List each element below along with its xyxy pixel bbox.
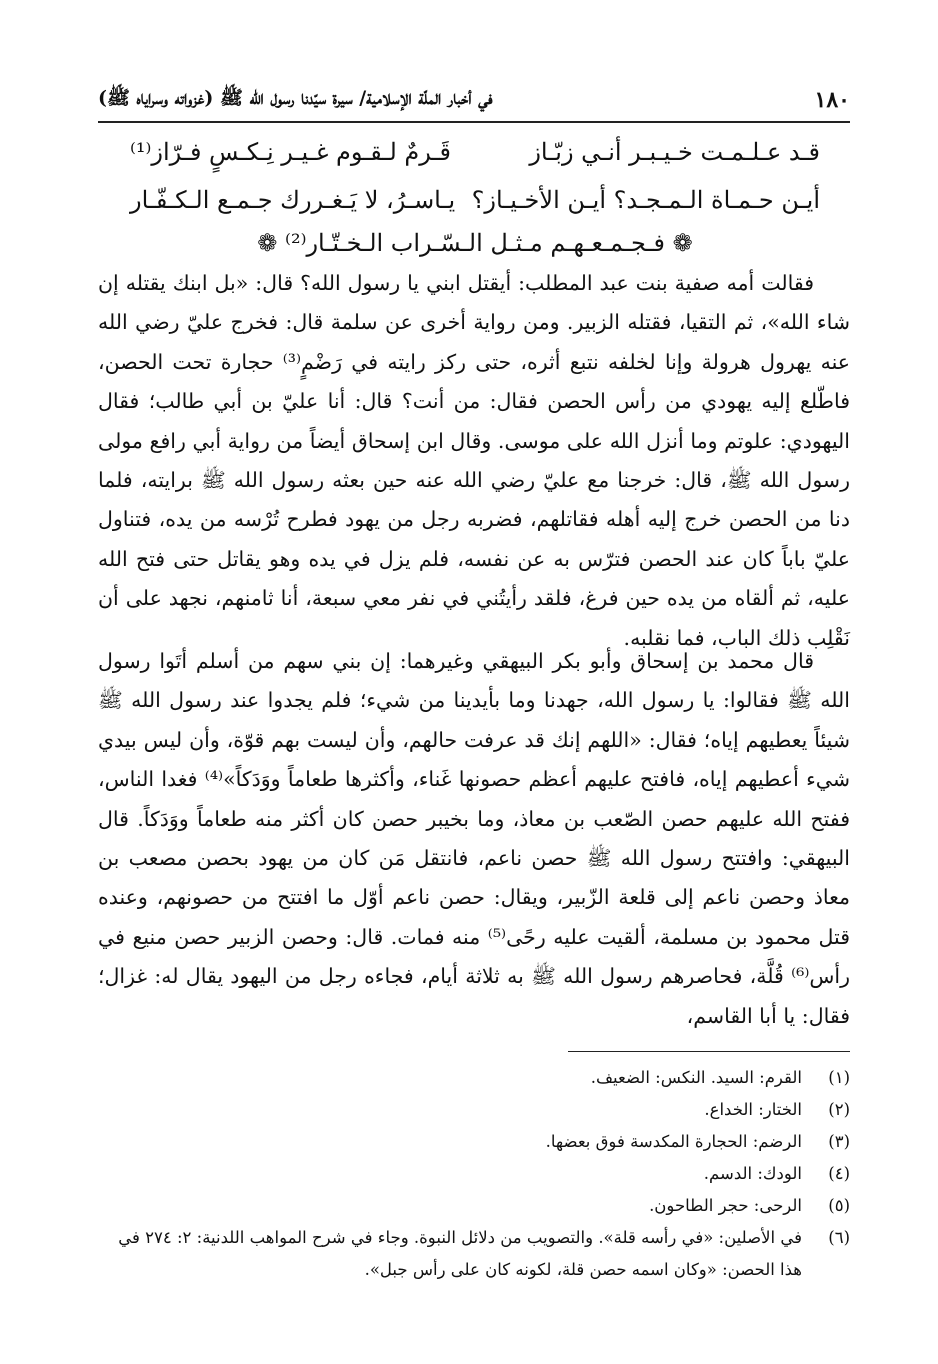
footnote	[98, 1222, 850, 1286]
footnote	[98, 1062, 850, 1094]
footnote-number: (١)	[828, 1068, 850, 1087]
body-paragraph: قال محمد بن إسحاق وأبو بكر البيهقي وغيرهما: إن بني سهم من أسلم أتَوا رسول الله ﷺ فقالوا: يا رسول الله، جهدنا وما بأيدينا من شيء؛ فلم يجدوا عند رسول الله ﷺ شيئاً يعطيهم إياه؛ فقال: «اللهم إنك قد عرفت حالهم، وأن ليست بهم قوّة، وأن ليس بيدي شيء أعطيهم إياه، فافتح عليهم أعظم حصونها غَناء، وأكثرها طعاماً ووَدَكاً»⁽⁴⁾ فغدا الناس، ففتح الله عليهم حصن الصّعب بن معاذ، وما بخيبر حصن كان أكثر منه طعاماً ووَدَكاً. قال البيهقي: وافتتح رسول الله ﷺ حصن ناعم، فانتقل مَن كان من يهود بحصن مصعب بن معاذ وحصن ناعم إلى قلعة الزّبير، ويقال: حصن ناعم أوّل ما افتتح من حصونهم، وعنده قتل محمود بن مسلمة، ألقيت عليه رحًى⁽⁵⁾ منه فمات. قال: وحصن الزبير حصن منيع في رأس⁽⁶⁾ قُلَّة، فحاصرهم رسول الله ﷺ به ثلاثة أيام، فجاءه رجل من اليهود يقال له: غزال؛ فقال: يا أبا القاسم،	[98, 649, 850, 1028]
page-number: ١٨٠	[814, 87, 850, 113]
footnote-text: الرحى: حجر الطاحون.	[649, 1196, 802, 1215]
footnote	[98, 1126, 850, 1158]
footnote-number: (٣)	[828, 1132, 850, 1151]
footnote	[98, 1094, 850, 1126]
footnote-text: الودك: الدسم.	[703, 1164, 802, 1183]
footnote-number: (٥)	[828, 1196, 850, 1215]
verse-line-3: ❁ فـجـمـعـهـم مـثـل الـسّـراب الـخـتّـار⁽²⁾ ❁	[257, 229, 693, 257]
header-divider	[98, 121, 850, 123]
verse-hemistich: قَـرمٌ لـقـوم غـيـر نِـكـسٍ فـرّاز⁽¹⁾	[130, 138, 452, 166]
footnote-text: الرضم: الحجارة المكدسة فوق بعضها.	[545, 1132, 802, 1151]
footnote	[98, 1158, 850, 1190]
verse-hemistich: أيـن حـمـاة الـمـجـد؟ أيـن الأخـيـاز؟	[471, 186, 820, 214]
verse-hemistich: قـد عـلـمـت خـيـبـر أنـي زبّـاز	[529, 138, 820, 166]
page-header	[98, 80, 850, 120]
footnote-text: الختار: الخداع.	[704, 1100, 802, 1119]
footnote-text: في الأصلين: «في رأسه قلة». والتصويب من دلائل النبوة. وجاء في شرح المواهب اللدنية: ٢: ٢٧٤ في هذا الحصن: «وكان اسمه حصن قلة، لكونه كان على رأس جبل».	[118, 1228, 802, 1279]
footnote-number: (٦)	[828, 1228, 850, 1247]
footnote	[98, 1190, 850, 1222]
footnotes-list	[98, 1062, 850, 1286]
verse-line-1	[130, 132, 820, 172]
body-paragraph: فقالت أمه صفية بنت عبد المطلب: أيقتل ابني يا رسول الله؟ قال: «بل ابنك يقتله إن شاء الله»، ثم التقيا، فقتله الزبير. ومن رواية أخرى عن سلمة قال: فخرج عليّ رضي الله عنه يهرول هرولة وإنا لخلفه نتبع أثره، حتى ركز رايته في رَضْمٍ⁽³⁾ حجارة تحت الحصن، فاطّلع إليه يهودي من رأس الحصن فقال: من أنت؟ قال: أنا عليّ بن أبي طالب؛ فقال اليهودي: علوتم وما أنزل الله على موسى. وقال ابن إسحاق أيضاً من رواية أبي رافع مولى رسول الله ﷺ، قال: خرجنا مع عليّ رضي الله عنه حين بعثه رسول الله ﷺ برايته، فلما دنا من الحصن خرج إليه أهله فقاتلهم، فضربه رجل من يهود فطرح تُرْسه من يده، فتناول عليّ باباً كان عند الحصن فترّس به عن نفسه، فلم يزل في يده وهو يقاتل حتى فتح الله عليه، ثم ألقاه من يده حين فرغ، فلقد رأيتُني في نفر معي سبعة، أنا ثامنهم، نجهد على أن نَقْلِب ذلك الباب، فما نقلبه.	[98, 271, 850, 650]
verse-hemistich: يـاسـرُ، لا يَـغـررك جـمـع الـكـفّـار	[130, 186, 456, 214]
running-title: في أخبار الملّة الإسلامية/ سيرة سيّدنا رسول الله ﷺ (غزواته وسراياه ﷺ)	[98, 87, 493, 109]
footnote-number: (٤)	[828, 1164, 850, 1183]
footnote-number: (٢)	[828, 1100, 850, 1119]
verse-line-2	[130, 180, 820, 220]
footnote-text: القرم: السيد. النكس: الضعيف.	[590, 1068, 802, 1087]
footnote-divider	[568, 1051, 850, 1052]
